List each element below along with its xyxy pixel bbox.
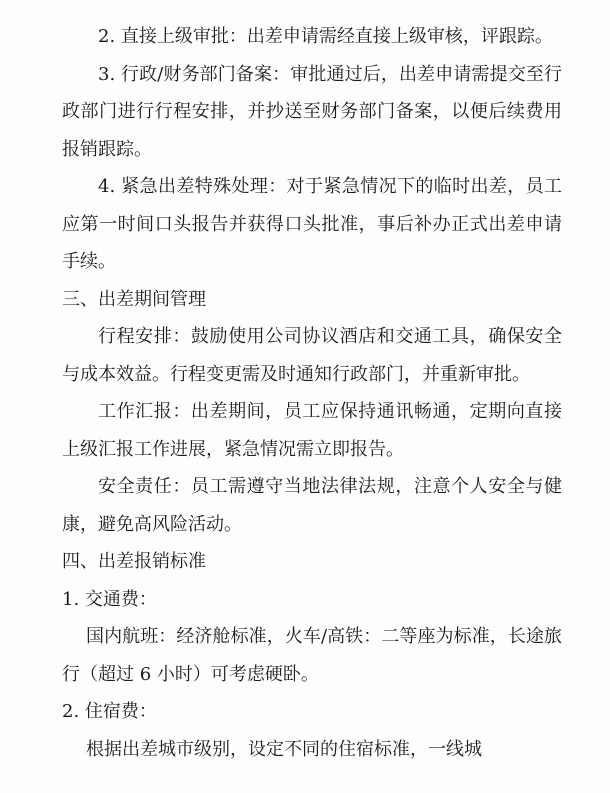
paragraph-transport-standard: 国内航班：经济舱标准，火车/高铁：二等座为标准，长途旅行（超过 6 小时）可考虑硬卧。	[62, 626, 562, 685]
paragraph-safety-responsibility: 安全责任：员工需遵守当地法律法规，注意个人安全与健康，避免高风险活动。	[62, 476, 562, 535]
paragraph-direct-supervisor-approval: 2. 直接上级审批：出差申请需经直接上级审核，评跟踪。	[98, 26, 553, 47]
paragraph-emergency-travel: 4. 紧急出差特殊处理：对于紧急情况下的临时出差，员工应第一时间口头报告并获得口头批准，事后补办正式出差申请手续。	[62, 176, 562, 272]
document-body	[62, 18, 562, 768]
section-heading-travel-management: 三、出差期间管理	[62, 288, 206, 310]
paragraph-work-report: 工作汇报：出差期间，员工应保持通讯畅通，定期向直接上级汇报工作进展，紧急情况需立即报告。	[62, 401, 562, 460]
list-item-accommodation-fee: 2. 住宿费：	[62, 701, 157, 722]
list-item-transportation-fee: 1. 交通费：	[62, 588, 157, 610]
paragraph-itinerary: 行程安排：鼓励使用公司协议酒店和交通工具，确保安全与成本效益。行程变更需及时通知行政部门，并重新审批。	[62, 326, 562, 385]
paragraph-admin-finance-filing: 3. 行政/财务部门备案：审批通过后，出差申请需提交至行政部门进行行程安排，并抄送至财务部门备案，以便后续费用报销跟踪。	[62, 63, 562, 160]
section-heading-reimbursement-standards: 四、出差报销标准	[62, 551, 206, 572]
paragraph-accommodation-standard: 根据出差城市级别，设定不同的住宿标准，一线城	[86, 738, 482, 760]
